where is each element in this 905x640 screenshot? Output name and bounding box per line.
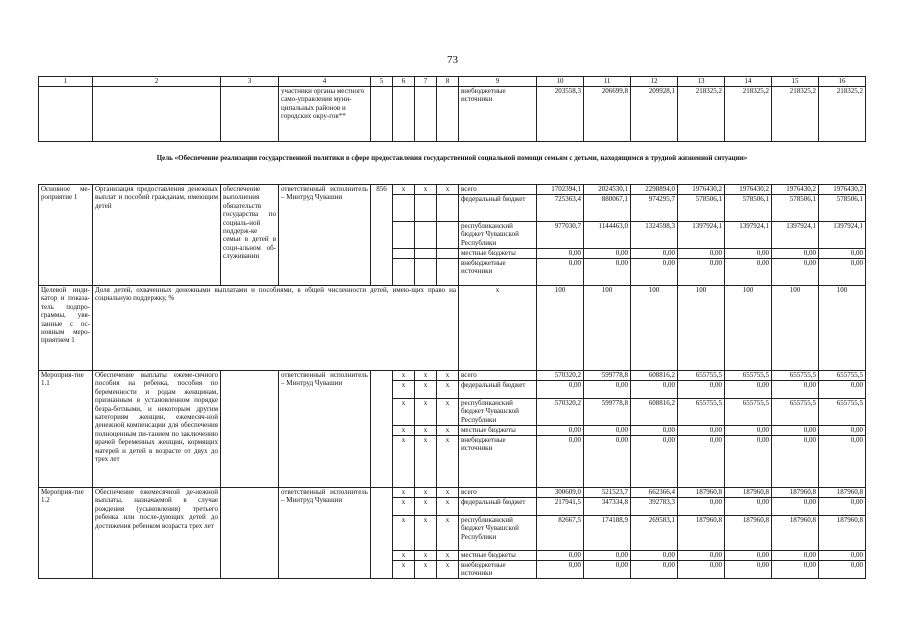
value-cell: 880067,1 bbox=[584, 195, 631, 222]
event-executor: ответственный исполнитель – Минтруд Чувашии bbox=[279, 488, 371, 579]
value-cell: 0,00 bbox=[631, 381, 678, 399]
value-cell: 0,00 bbox=[819, 249, 866, 259]
event12-row bbox=[39, 488, 866, 498]
column-number: 7 bbox=[415, 77, 437, 87]
value-cell: 100 bbox=[819, 286, 866, 371]
x-cell: x bbox=[415, 185, 437, 195]
value-cell: 578506,1 bbox=[819, 195, 866, 222]
source-cell: федеральный бюджет bbox=[459, 498, 537, 516]
event-task bbox=[221, 488, 279, 579]
event-executor: ответственный исполнитель – Минтруд Чувашии bbox=[279, 371, 371, 488]
source-cell: внебюджетные источники bbox=[459, 259, 537, 286]
value-cell: 187960,8 bbox=[819, 516, 866, 551]
source-cell: всего bbox=[459, 488, 537, 498]
column-number: 11 bbox=[584, 77, 631, 87]
page-number: 73 bbox=[447, 54, 458, 66]
value-cell: 1397924,1 bbox=[772, 222, 819, 249]
value-cell: 0,00 bbox=[678, 259, 725, 286]
value-cell: 0,00 bbox=[537, 249, 584, 259]
value-cell: 0,00 bbox=[631, 249, 678, 259]
x-cell: x bbox=[459, 286, 537, 371]
x-cell: x bbox=[393, 498, 415, 516]
empty-cell bbox=[39, 87, 93, 142]
source-cell: республиканский бюджет Чувашской Республики bbox=[459, 399, 537, 426]
value-cell: 725363,4 bbox=[537, 195, 584, 222]
value-cell: 100 bbox=[678, 286, 725, 371]
value-cell: 0,00 bbox=[537, 551, 584, 561]
source-cell: местные бюджеты bbox=[459, 426, 537, 436]
x-cell: x bbox=[415, 426, 437, 436]
value-cell: 0,00 bbox=[678, 381, 725, 399]
value-cell: 0,00 bbox=[772, 498, 819, 516]
x-cell: x bbox=[393, 488, 415, 498]
value-cell: 0,00 bbox=[678, 551, 725, 561]
value-cell: 1702394,1 bbox=[537, 185, 584, 195]
value-cell: 187960,8 bbox=[772, 516, 819, 551]
value-cell: 0,00 bbox=[631, 426, 678, 436]
value-cell: 203558,3 bbox=[537, 87, 584, 142]
value-cell: 570320,2 bbox=[537, 371, 584, 381]
value-cell: 0,00 bbox=[584, 381, 631, 399]
source-cell: федеральный бюджет bbox=[459, 381, 537, 399]
x-cell bbox=[393, 259, 415, 286]
value-cell: 2024530,1 bbox=[584, 185, 631, 195]
x-cell: x bbox=[393, 399, 415, 426]
value-cell: 100 bbox=[772, 286, 819, 371]
column-number: 16 bbox=[819, 77, 866, 87]
code-cell bbox=[371, 371, 393, 488]
column-number: 9 bbox=[459, 77, 537, 87]
table-cell bbox=[221, 87, 279, 142]
value-cell: 0,00 bbox=[725, 249, 772, 259]
value-cell: 1144463,0 bbox=[584, 222, 631, 249]
value-cell: 0,00 bbox=[772, 551, 819, 561]
value-cell: 217941,5 bbox=[537, 498, 584, 516]
value-cell: 0,00 bbox=[725, 498, 772, 516]
value-cell: 0,00 bbox=[772, 259, 819, 286]
value-cell: 187960,8 bbox=[678, 488, 725, 498]
source-cell: внебюджетные источники bbox=[459, 561, 537, 579]
indicator-row bbox=[39, 286, 866, 371]
value-cell: 0,00 bbox=[819, 426, 866, 436]
value-cell: 0,00 bbox=[584, 436, 631, 488]
x-cell bbox=[393, 195, 415, 222]
x-cell: x bbox=[393, 516, 415, 551]
event11-row bbox=[39, 371, 866, 381]
value-cell: 0,00 bbox=[584, 259, 631, 286]
value-cell: 0,00 bbox=[819, 436, 866, 488]
value-cell: 0,00 bbox=[537, 561, 584, 579]
event-executor: ответственный исполнитель – Минтруд Чувашии bbox=[279, 185, 371, 286]
x-cell: x bbox=[415, 371, 437, 381]
goal-heading: Цель «Обеспечение реализации государственной политики в сфере предоставления государственной социальной помощи семьям с детьми, находящимся в трудной жизненной ситуации» bbox=[156, 154, 748, 162]
value-cell: 187960,8 bbox=[725, 516, 772, 551]
value-cell: 655755,5 bbox=[725, 399, 772, 426]
goal-row bbox=[39, 142, 866, 185]
value-cell: 0,00 bbox=[678, 561, 725, 579]
value-cell: 0,00 bbox=[725, 551, 772, 561]
value-cell: 1976430,2 bbox=[725, 185, 772, 195]
value-cell: 100 bbox=[537, 286, 584, 371]
value-cell: 0,00 bbox=[725, 259, 772, 286]
table-cell bbox=[393, 87, 415, 142]
value-cell: 0,00 bbox=[678, 249, 725, 259]
value-cell: 100 bbox=[584, 286, 631, 371]
value-cell: 0,00 bbox=[584, 551, 631, 561]
event-label: Мероприя-тие 1.1 bbox=[39, 371, 93, 488]
value-cell: 392783,3 bbox=[631, 498, 678, 516]
value-cell: 0,00 bbox=[725, 381, 772, 399]
value-cell: 218325,2 bbox=[725, 87, 772, 142]
value-cell: 578506,1 bbox=[772, 195, 819, 222]
event-name: Обеспечение выплаты ежеме-сячного пособия на ребенка, пособия по беременности и родам женщинам, признанным в установленном порядке безра-ботными, и некоторым другим категориям женщин, ежемесяч-ной денежной компенсации для обеспечения полноценным пи-танием по заключению врачей беременных женщин, кормящих матерей и детей в возрасте от двух до трех лет bbox=[93, 371, 221, 488]
code-cell bbox=[371, 488, 393, 579]
value-cell: 0,00 bbox=[678, 498, 725, 516]
x-cell: x bbox=[437, 488, 459, 498]
value-cell: 0,00 bbox=[819, 561, 866, 579]
x-cell bbox=[393, 249, 415, 259]
x-cell: x bbox=[393, 426, 415, 436]
x-cell: x bbox=[415, 551, 437, 561]
value-cell: 1976430,2 bbox=[678, 185, 725, 195]
value-cell: 2298894,0 bbox=[631, 185, 678, 195]
value-cell: 0,00 bbox=[631, 561, 678, 579]
event-label: Основное ме-роприятие 1 bbox=[39, 185, 93, 286]
value-cell: 655755,5 bbox=[772, 399, 819, 426]
source-cell: внебюджетные источники bbox=[459, 87, 537, 142]
value-cell: 1976430,2 bbox=[772, 185, 819, 195]
value-cell: 1397924,1 bbox=[819, 222, 866, 249]
value-cell: 1397924,1 bbox=[678, 222, 725, 249]
value-cell: 0,00 bbox=[584, 561, 631, 579]
x-cell: x bbox=[437, 185, 459, 195]
x-cell: x bbox=[415, 516, 437, 551]
indicator-text: Доля детей, охваченных денежными выплатами и пособиями, в общей численности детей, имею-щих право на социальную поддержку, % bbox=[93, 286, 459, 371]
value-cell: 218325,2 bbox=[772, 87, 819, 142]
x-cell: x bbox=[437, 381, 459, 399]
x-cell: x bbox=[437, 399, 459, 426]
value-cell: 218325,2 bbox=[678, 87, 725, 142]
value-cell: 578506,1 bbox=[678, 195, 725, 222]
source-cell: федеральный бюджет bbox=[459, 195, 537, 222]
column-number: 6 bbox=[393, 77, 415, 87]
event-label: Мероприя-тие 1.2 bbox=[39, 488, 93, 579]
x-cell bbox=[437, 249, 459, 259]
value-cell: 0,00 bbox=[772, 249, 819, 259]
value-cell: 0,00 bbox=[772, 436, 819, 488]
value-cell: 578506,1 bbox=[725, 195, 772, 222]
table-cell bbox=[437, 87, 459, 142]
value-cell: 0,00 bbox=[537, 259, 584, 286]
x-cell: x bbox=[415, 561, 437, 579]
x-cell: x bbox=[393, 551, 415, 561]
value-cell: 187960,8 bbox=[725, 488, 772, 498]
value-cell: 655755,5 bbox=[678, 371, 725, 381]
value-cell: 209928,1 bbox=[631, 87, 678, 142]
value-cell: 0,00 bbox=[631, 259, 678, 286]
x-cell bbox=[415, 195, 437, 222]
value-cell: 0,00 bbox=[678, 436, 725, 488]
source-cell: всего bbox=[459, 371, 537, 381]
event-task bbox=[221, 371, 279, 488]
value-cell: 0,00 bbox=[819, 498, 866, 516]
value-cell: 0,00 bbox=[725, 426, 772, 436]
value-cell: 0,00 bbox=[772, 426, 819, 436]
value-cell: 100 bbox=[631, 286, 678, 371]
value-cell: 187960,8 bbox=[819, 488, 866, 498]
value-cell: 347334,8 bbox=[584, 498, 631, 516]
value-cell: 0,00 bbox=[772, 561, 819, 579]
x-cell: x bbox=[393, 185, 415, 195]
x-cell: x bbox=[393, 436, 415, 488]
x-cell: x bbox=[437, 516, 459, 551]
value-cell: 0,00 bbox=[819, 259, 866, 286]
value-cell: 608816,2 bbox=[631, 371, 678, 381]
value-cell: 300609,0 bbox=[537, 488, 584, 498]
value-cell: 218325,2 bbox=[819, 87, 866, 142]
value-cell: 0,00 bbox=[725, 561, 772, 579]
x-cell: x bbox=[415, 498, 437, 516]
x-cell bbox=[415, 259, 437, 286]
value-cell: 599778,8 bbox=[584, 371, 631, 381]
column-number: 2 bbox=[93, 77, 221, 87]
value-cell: 82667,5 bbox=[537, 516, 584, 551]
value-cell: 1976430,2 bbox=[819, 185, 866, 195]
column-number: 14 bbox=[725, 77, 772, 87]
value-cell: 655755,5 bbox=[819, 399, 866, 426]
column-number: 1 bbox=[39, 77, 93, 87]
table-cell bbox=[415, 87, 437, 142]
table-cell bbox=[93, 87, 221, 142]
table-cell bbox=[371, 87, 393, 142]
x-cell bbox=[437, 195, 459, 222]
value-cell: 0,00 bbox=[537, 426, 584, 436]
source-cell: республиканский бюджет Чувашской Республики bbox=[459, 222, 537, 249]
source-cell: местные бюджеты bbox=[459, 249, 537, 259]
column-number: 5 bbox=[371, 77, 393, 87]
continuation-row bbox=[39, 87, 866, 142]
x-cell bbox=[437, 259, 459, 286]
source-cell: внебюджетные источники bbox=[459, 436, 537, 488]
value-cell: 0,00 bbox=[631, 436, 678, 488]
value-cell: 1397924,1 bbox=[725, 222, 772, 249]
value-cell: 608816,2 bbox=[631, 399, 678, 426]
x-cell bbox=[437, 222, 459, 249]
value-cell: 187960,8 bbox=[678, 516, 725, 551]
x-cell bbox=[415, 249, 437, 259]
x-cell: x bbox=[437, 436, 459, 488]
value-cell: 100 bbox=[725, 286, 772, 371]
value-cell: 206699,8 bbox=[584, 87, 631, 142]
x-cell: x bbox=[437, 498, 459, 516]
value-cell: 0,00 bbox=[819, 381, 866, 399]
source-cell: всего bbox=[459, 185, 537, 195]
column-number: 13 bbox=[678, 77, 725, 87]
x-cell: x bbox=[437, 426, 459, 436]
x-cell: x bbox=[415, 381, 437, 399]
value-cell: 655755,5 bbox=[819, 371, 866, 381]
code-cell: 856 bbox=[371, 185, 393, 286]
column-number: 12 bbox=[631, 77, 678, 87]
value-cell: 662366,4 bbox=[631, 488, 678, 498]
value-cell: 174188,9 bbox=[584, 516, 631, 551]
value-cell: 0,00 bbox=[631, 551, 678, 561]
x-cell: x bbox=[393, 561, 415, 579]
column-number: 3 bbox=[221, 77, 279, 87]
x-cell bbox=[415, 222, 437, 249]
value-cell: 655755,5 bbox=[725, 371, 772, 381]
column-number: 4 bbox=[279, 77, 371, 87]
event1-row bbox=[39, 185, 866, 195]
value-cell: 269583,1 bbox=[631, 516, 678, 551]
value-cell: 974295,7 bbox=[631, 195, 678, 222]
column-number: 10 bbox=[537, 77, 584, 87]
executor-cell: участники органы местного само-управления муни-ципальных районов и городских окру-гов** bbox=[279, 87, 371, 142]
value-cell: 521523,7 bbox=[584, 488, 631, 498]
event-name: Обеспечение ежемесячной де-нежной выплаты, назначаемой в случае рождения (усыновления) третьего ребенка или после-дующих детей до достижения ребенком возраста трех лет bbox=[93, 488, 221, 579]
column-number: 8 bbox=[437, 77, 459, 87]
value-cell: 0,00 bbox=[678, 426, 725, 436]
x-cell bbox=[393, 222, 415, 249]
value-cell: 0,00 bbox=[537, 436, 584, 488]
value-cell: 0,00 bbox=[584, 249, 631, 259]
x-cell: x bbox=[393, 381, 415, 399]
value-cell: 570320,2 bbox=[537, 399, 584, 426]
value-cell: 0,00 bbox=[584, 426, 631, 436]
x-cell: x bbox=[415, 488, 437, 498]
x-cell: x bbox=[415, 436, 437, 488]
source-cell: местные бюджеты bbox=[459, 551, 537, 561]
x-cell: x bbox=[437, 551, 459, 561]
x-cell: x bbox=[437, 371, 459, 381]
value-cell: 977030,7 bbox=[537, 222, 584, 249]
value-cell: 0,00 bbox=[537, 381, 584, 399]
column-number: 15 bbox=[772, 77, 819, 87]
budget-table bbox=[38, 76, 866, 579]
indicator-label: Целевой инди-катор и показа-тель подпро-граммы, увя-занные с ос-новным меро-приятием 1 bbox=[39, 286, 93, 371]
event-name: Организация предоставления денежных выплат и пособий гражданам, имеющим детей bbox=[93, 185, 221, 286]
header-row bbox=[39, 77, 866, 87]
value-cell: 1324598,3 bbox=[631, 222, 678, 249]
event-task: обеспечение выполнения обязательств государства по социаль-ной поддерж-ке семьи в детей в соци-альном об-служивании bbox=[221, 185, 279, 286]
value-cell: 655755,5 bbox=[772, 371, 819, 381]
x-cell: x bbox=[393, 371, 415, 381]
source-cell: республиканский бюджет Чувашской Республики bbox=[459, 516, 537, 551]
value-cell: 0,00 bbox=[725, 436, 772, 488]
value-cell: 599778,8 bbox=[584, 399, 631, 426]
value-cell: 187960,8 bbox=[772, 488, 819, 498]
x-cell: x bbox=[437, 561, 459, 579]
value-cell: 655755,5 bbox=[678, 399, 725, 426]
value-cell: 0,00 bbox=[772, 381, 819, 399]
value-cell: 0,00 bbox=[819, 551, 866, 561]
x-cell: x bbox=[415, 399, 437, 426]
